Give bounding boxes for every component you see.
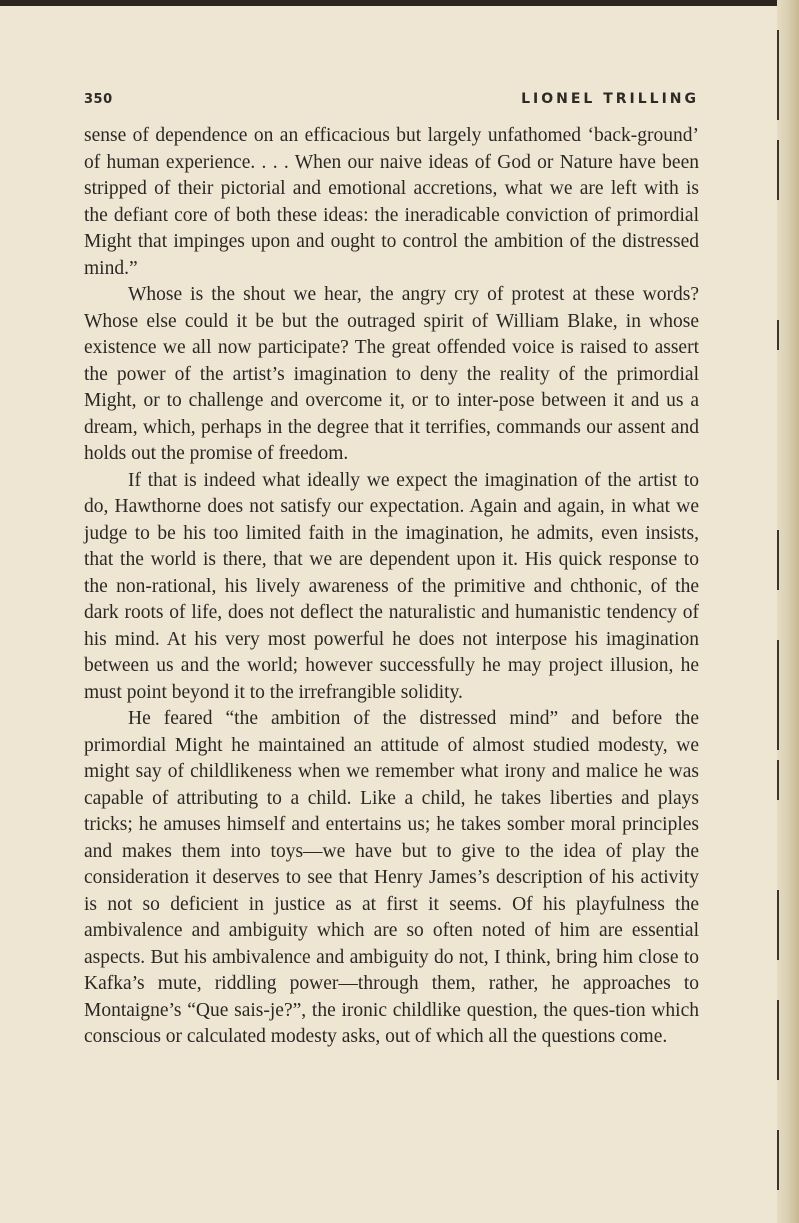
edge-mark (777, 530, 779, 590)
edge-mark (777, 1130, 779, 1190)
paragraph-1: sense of dependence on an efficacious but largely unfathomed ‘back-ground’ of human experience. . . . When our naive ideas of God or Nature have been stripped of their pictorial and emotional accretions, what we are left with is the defiant core of both these ideas: the ineradicable conviction of primordial Might that impinges upon and ought to control the ambition of the distressed mind.” (84, 125, 699, 279)
edge-mark (777, 1000, 779, 1080)
body-text (84, 123, 699, 1051)
edge-mark (777, 140, 779, 200)
edge-mark (777, 30, 779, 120)
edge-mark (777, 890, 779, 960)
paragraph-2: Whose is the shout we hear, the angry cry of protest at these words? Whose else could it be but the outraged spirit of William Blake, in whose existence we all now participate? The great offended voice is raised to assert the power of the artist’s imagination to deny the reality of the primordial Might, or to challenge and overcome it, or to inter-pose between it and us a dream, which, perhaps in the degree that it terrifies, commands our assent and holds out the promise of freedom. (84, 284, 699, 464)
paragraph-3: If that is indeed what ideally we expect the imagination of the artist to do, Hawthorne does not satisfy our expectation. Again and again, in what we judge to be his too limited faith in the imagination, he admits, even insists, that the world is there, that we are dependent upon it. His quick response to the non-rational, his lively awareness of the primitive and chthonic, of the dark roots of life, does not deflect the naturalistic and humanistic tendency of his mind. At his very most powerful he does not interpose his imagination between us and the world; however successfully he may project illusion, he must point beyond it to the irrefrangible solidity. (84, 469, 699, 703)
paragraph-4: He feared “the ambition of the distressed mind” and before the primordial Might he maintained an attitude of almost studied modesty, we might say of childlikeness when we remember what irony and malice he was capable of attributing to a child. Like a child, he takes liberties and plays tricks; he amuses himself and entertains us; he takes somber moral principles and makes them into toys—we have but to give to the idea of play the consideration it deserves to see that Henry James’s description of his activity is not so deficient in justice as at first it seems. Of his playfulness the ambivalence and ambiguity which are so often noted of him are essential aspects. But his ambivalence and ambiguity do not, I think, bring him close to Kafka’s mute, riddling power—through them, rather, he approaches to Montaigne’s “Que sais-je?”, the ironic childlike question, the ques-tion which conscious or calculated modesty asks, out of which all the questions come. (84, 708, 699, 1047)
edge-mark (777, 640, 779, 750)
page-header (84, 90, 699, 114)
edge-mark (777, 320, 779, 350)
edge-mark (777, 760, 779, 800)
page-top-edge (0, 0, 799, 6)
page-binding-edge (777, 0, 799, 1223)
page-number: 350 (84, 92, 113, 107)
running-head: LIONEL TRILLING (521, 91, 699, 107)
